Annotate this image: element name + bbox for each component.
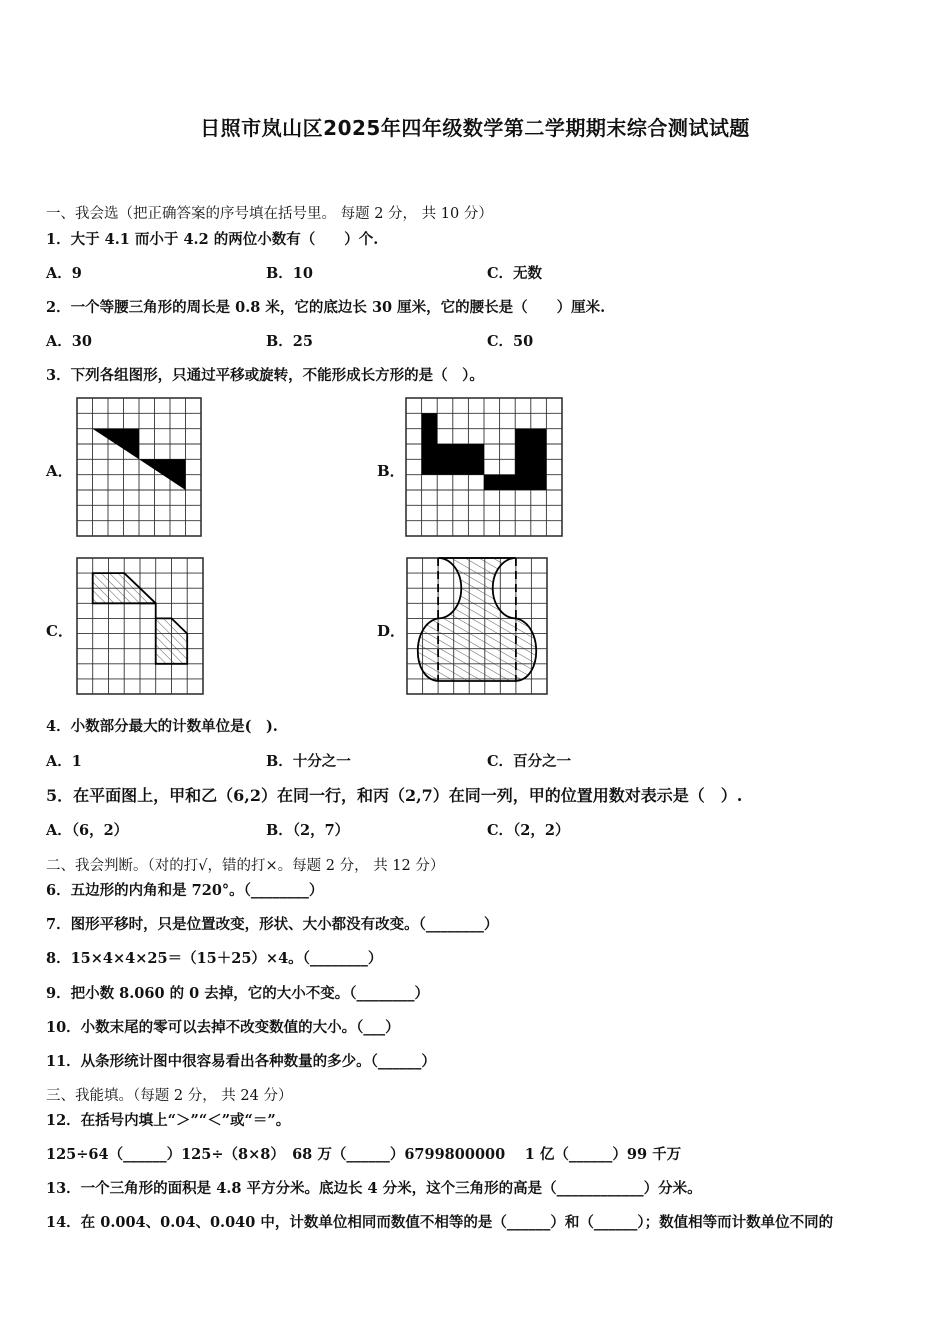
section1-header: 一、我会选（把正确答案的序号填在括号里。 每题 2 分， 共 10 分） (46, 206, 493, 222)
section2-header: 二、我会判断。（对的打√，错的打×。每题 2 分， 共 12 分） (46, 858, 445, 874)
question-12: 12．在括号内填上“＞”“＜”或“＝”。 (46, 1112, 291, 1129)
section3-header: 三、我能填。（每题 2 分， 共 24 分） (46, 1088, 293, 1104)
question-14: 14．在 0.004、0.04、0.040 中，计数单位相同而数值不相等的是（______）和（______）；数值相等而计数单位不同的 (46, 1214, 834, 1231)
q1-option-b: B．10 (266, 265, 313, 282)
question-12-items: 125÷64（______）125÷（8×8） 68 万（______）6799800000 1 亿（______）99 千万 (46, 1146, 682, 1163)
q3-figure-d (405, 556, 549, 696)
question-9: 9．把小数 8.060 的 0 去掉，它的大小不变。（________） (46, 985, 430, 1002)
q4-option-b: B．十分之一 (266, 753, 351, 770)
question-5: 5．在平面图上，甲和乙（6,2）在同一行，和丙（2,7）在同一列，甲的位置用数对表示是（ ）. (46, 786, 743, 805)
q4-option-c: C．百分之一 (487, 753, 572, 770)
question-1: 1．大于 4.1 而小于 4.2 的两位小数有（ ）个. (46, 231, 379, 248)
page-title: 日照市岚山区2025年四年级数学第二学期期末综合测试试题 (200, 116, 750, 140)
q5-option-c: C．（2，2） (487, 822, 570, 839)
q3-figure-a (75, 396, 203, 538)
question-13: 13．一个三角形的面积是 4.8 平方分米。底边长 4 分米，这个三角形的高是（____________）分米。 (46, 1180, 702, 1197)
question-8: 8．15×4×4×25＝（15＋25）×4。（________） (46, 950, 383, 967)
q2-option-c: C．50 (487, 333, 534, 350)
question-10: 10．小数末尾的零可以去掉不改变数值的大小。（___） (46, 1019, 400, 1036)
q5-option-b: B．（2，7） (266, 822, 350, 839)
q5-option-a: A．（6，2） (46, 822, 129, 839)
question-4: 4．小数部分最大的计数单位是( ). (46, 718, 278, 735)
q3-figure-c (75, 556, 205, 696)
question-7: 7．图形平移时，只是位置改变，形状、大小都没有改变。（________） (46, 916, 499, 933)
question-6: 6．五边形的内角和是 720°。（________） (46, 882, 324, 899)
q2-option-a: A．30 (46, 333, 92, 350)
q1-option-a: A．9 (46, 265, 82, 282)
q3-figure-b (404, 396, 564, 538)
q3-label-a: A． (46, 462, 73, 480)
q4-option-a: A．1 (46, 753, 82, 770)
q3-label-d: D． (377, 622, 406, 640)
question-11: 11．从条形统计图中很容易看出各种数量的多少。（______） (46, 1053, 436, 1070)
q1-option-c: C．无数 (487, 265, 543, 282)
question-3: 3．下列各组图形，只通过平移或旋转，不能形成长方形的是（ ）。 (46, 367, 484, 384)
q3-label-c: C． (46, 622, 73, 640)
question-2: 2．一个等腰三角形的周长是 0.8 米，它的底边长 30 厘米，它的腰长是（ ）厘米. (46, 299, 606, 316)
q3-label-b: B． (377, 462, 405, 480)
q2-option-b: B．25 (266, 333, 313, 350)
